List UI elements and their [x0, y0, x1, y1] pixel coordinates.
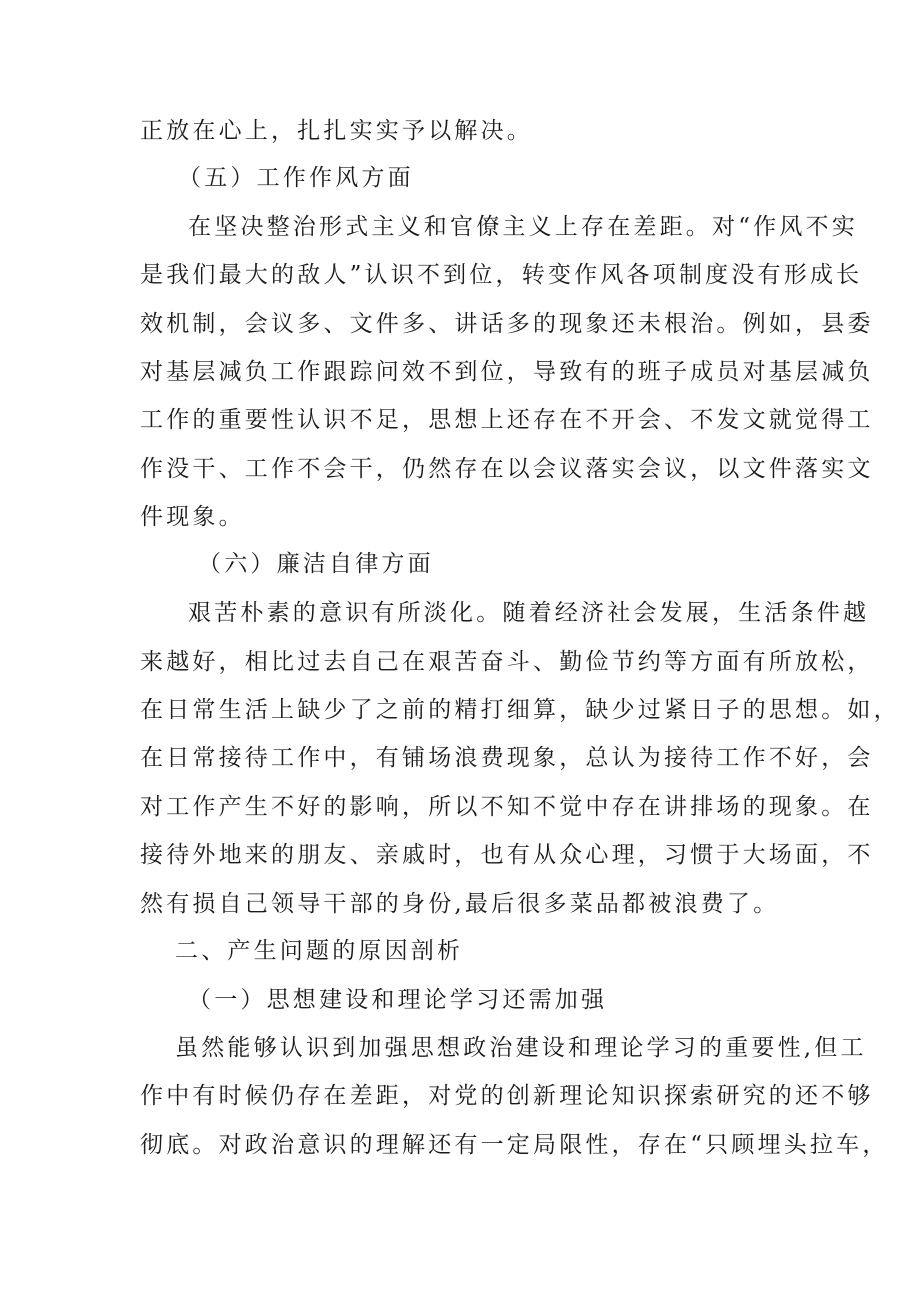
paragraph-line: 然有损自己领导干部的身份,最后很多菜品都被浪费了。 [140, 891, 780, 917]
paragraph-line: 来越好，相比过去自己在艰苦奋斗、勤俭节约等方面有所放松， [140, 649, 874, 675]
section-heading: （六）廉洁自律方面 [198, 551, 434, 577]
paragraph-line: 接待外地来的朋友、亲戚时，也有从众心理，习惯于大场面，不 [140, 842, 874, 868]
paragraph-line: 艰苦朴素的意识有所淡化。随着经济社会发展，生活条件越 [188, 600, 870, 626]
paragraph-line: 彻底。对政治意识的理解还有一定局限性，存在“只顾埋头拉车， [140, 1132, 889, 1158]
section-heading: （一）思想建设和理论学习还需加强 [188, 987, 608, 1013]
paragraph-line: 件现象。 [140, 504, 245, 530]
paragraph-line: 是我们最大的敌人”认识不到位，转变作风各项制度没有形成长 [140, 262, 863, 288]
paragraph-line: 作没干、工作不会干，仍然存在以会议落实会议，以文件落实文 [140, 456, 874, 482]
paragraph-line: 正放在心上，扎扎实实予以解决。 [140, 118, 533, 144]
chapter-heading: 二、产生问题的原因剖析 [175, 938, 464, 964]
paragraph-line: 效机制，会议多、文件多、讲话多的现象还未根治。例如，县委 [140, 311, 874, 337]
paragraph-line: 在日常生活上缺少了之前的精打细算，缺少过紧日子的思想。如， [140, 697, 900, 723]
section-heading: （五）工作作风方面 [178, 165, 414, 191]
paragraph-line: 工作的重要性认识不足，思想上还存在不开会、不发文就觉得工 [140, 407, 874, 433]
paragraph-line: 在日常接待工作中，有铺场浪费现象，总认为接待工作不好，会 [140, 745, 874, 771]
paragraph-line: 虽然能够认识到加强思想政治建设和理论学习的重要性,但工 [175, 1035, 867, 1061]
paragraph-line: 作中有时候仍存在差距，对党的创新理论知识探索研究的还不够 [140, 1083, 874, 1109]
paragraph-line: 在坚决整治形式主义和官僚主义上存在差距。对“作风不实 [188, 214, 858, 240]
paragraph-line: 对工作产生不好的影响，所以不知不觉中存在讲排场的现象。在 [140, 794, 874, 820]
paragraph-line: 对基层减负工作跟踪问效不到位，导致有的班子成员对基层减负 [140, 359, 874, 385]
